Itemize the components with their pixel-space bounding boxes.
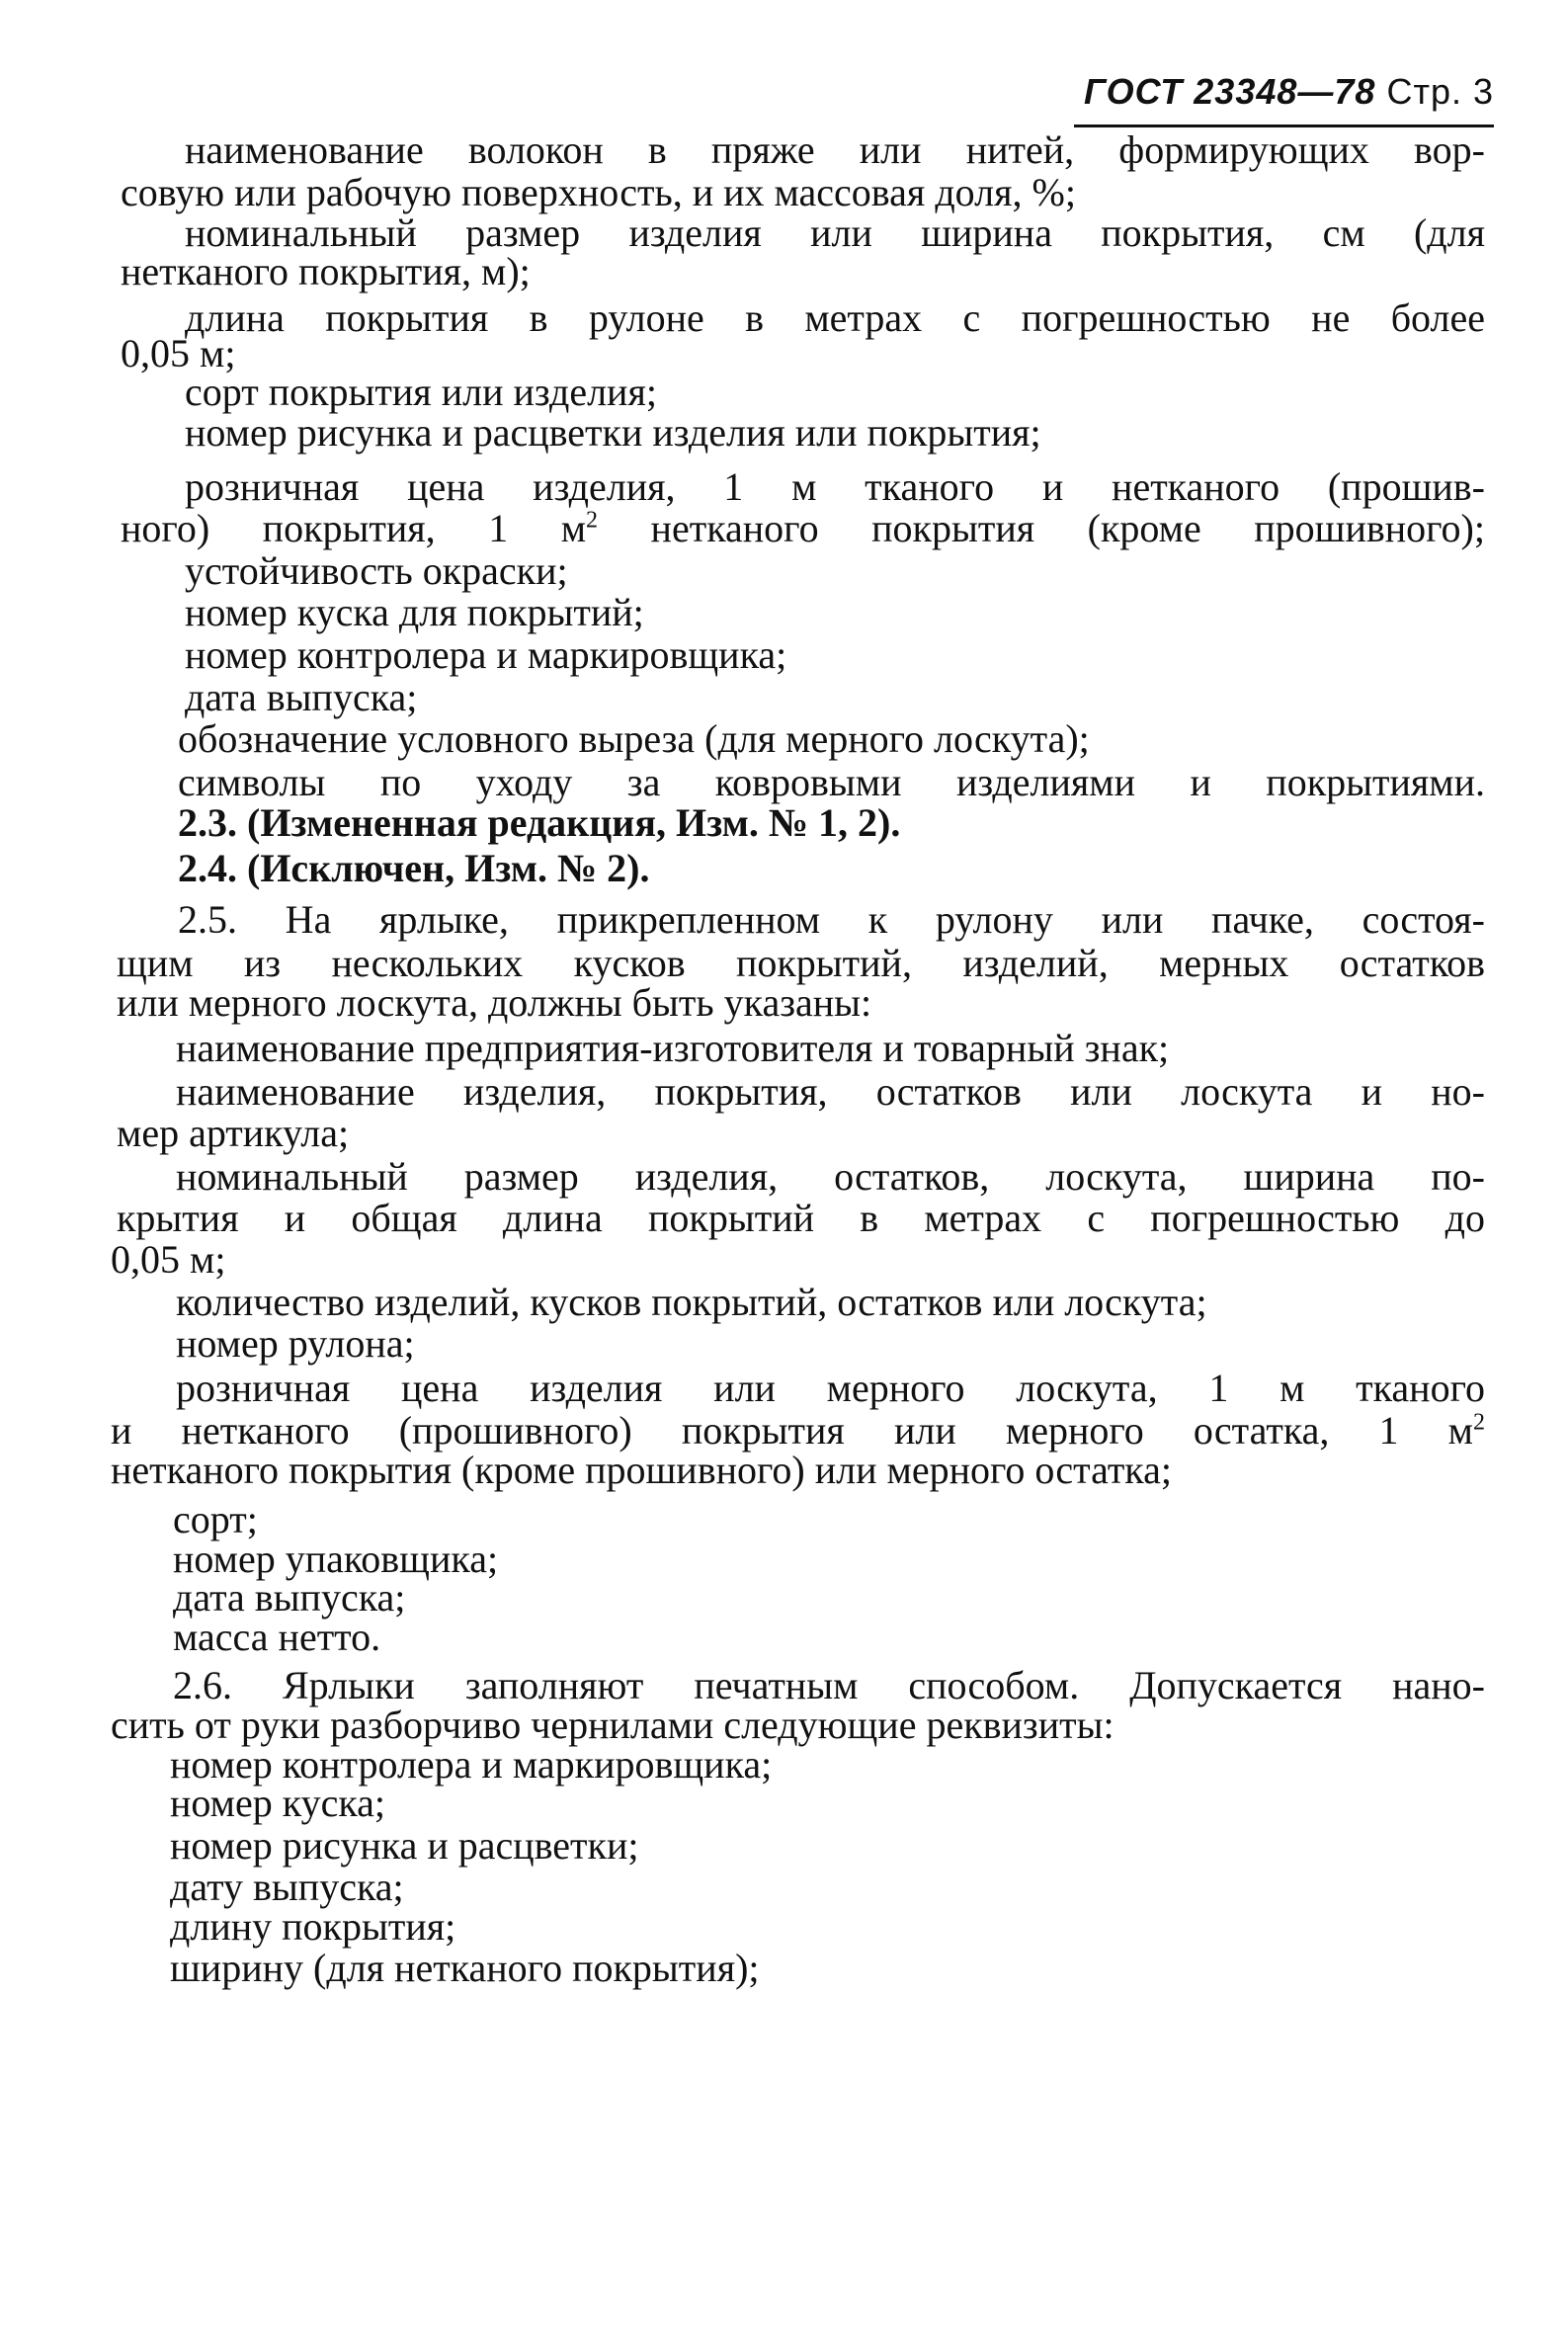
text-line: 0,05 м; [121,331,236,375]
text-line: устойчивость окраски; [185,548,568,593]
text-line: розничная цена изделия или мерного лоскута, 1 м тканого [176,1366,1485,1410]
text-line: 2.5. На ярлыке, прикрепленном к рулону или пачке, состоя- [178,897,1485,942]
text-line: ширину (для нетканого покрытия); [170,1946,760,1990]
text-line: номер контролера и маркировщика; [185,632,787,677]
text-line: номер куска; [170,1781,386,1825]
text-line: номер рисунка и расцветки; [170,1823,639,1868]
text-line: номер контролера и маркировщика; [170,1742,773,1787]
page-number: Стр. 3 [1386,71,1494,112]
text-line: длина покрытия в рулоне в метрах с погрешностью не более [185,295,1485,340]
text-line: нетканого покрытия (кроме прошивного) или мерного остатка; [111,1448,1173,1492]
text-line: розничная цена изделия, 1 м тканого и нетканого (прошив- [185,464,1485,509]
text-line: дата выпуска; [173,1575,406,1620]
text-line: наименование изделия, покрытия, остатков или лоскута и но- [176,1069,1485,1114]
text-line: обозначение условного выреза (для мерного лоскута); [178,716,1090,761]
text-line: 2.4. (Исключен, Изм. № 2). [178,846,650,890]
text-line: номинальный размер изделия, остатков, лоскута, ширина по- [176,1154,1485,1199]
text-line: 2.3. (Измененная редакция, Изм. № 1, 2). [178,800,901,845]
document-code: ГОСТ 23348—78 [1084,71,1376,112]
text-line: номер упаковщика; [173,1537,499,1581]
text-line: номер куска для покрытий; [185,590,644,634]
text-line: щим из нескольких кусков покрытий, изделий, мерных остатков [117,941,1485,985]
text-line: ного) покрытия, 1 $м^2$ нетканого покрытия (кроме прошивного); [121,506,1485,550]
text-line: масса нетто. [173,1615,381,1659]
text-line: сить от руки разборчиво чернилами следующие реквизиты: [111,1703,1114,1747]
page-header [1084,71,1494,113]
text-line: номер рулона; [176,1321,415,1366]
text-line: наименование предприятия-изготовителя и товарный знак; [176,1026,1170,1070]
text-line: мер артикула; [117,1111,350,1155]
text-line: наименование волокон в пряже или нитей, формирующих вор- [185,127,1485,172]
text-line: количество изделий, кусков покрытий, остатков или лоскута; [176,1280,1207,1324]
text-line: дату выпуска; [170,1865,404,1909]
text-line: сорт покрытия или изделия; [185,370,657,414]
text-line: длину покрытия; [170,1904,456,1949]
text-line: или мерного лоскута, должны быть указаны: [117,980,872,1025]
text-line: дата выпуска; [185,675,418,719]
text-line: сорт; [173,1497,258,1541]
text-line: 2.6. Ярлыки заполняют печатным способом. Допускается нано- [173,1663,1485,1707]
text-line: символы по уходу за ковровыми изделиями и покрытиями. [178,760,1485,804]
text-line: нетканого покрытия, м); [121,249,531,293]
text-line: 0,05 м; [111,1237,226,1282]
text-line: и нетканого (прошивного) покрытия или мерного остатка, 1 $м^2$ [111,1408,1485,1453]
text-line: номинальный размер изделия или ширина покрытия, см (для [185,210,1485,255]
text-line: крытия и общая длина покрытий в метрах с погрешностью до [117,1196,1485,1240]
text-line: номер рисунка и расцветки изделия или покрытия; [185,410,1041,455]
text-line: совую или рабочую поверхность, и их массовая доля, %; [121,170,1076,214]
